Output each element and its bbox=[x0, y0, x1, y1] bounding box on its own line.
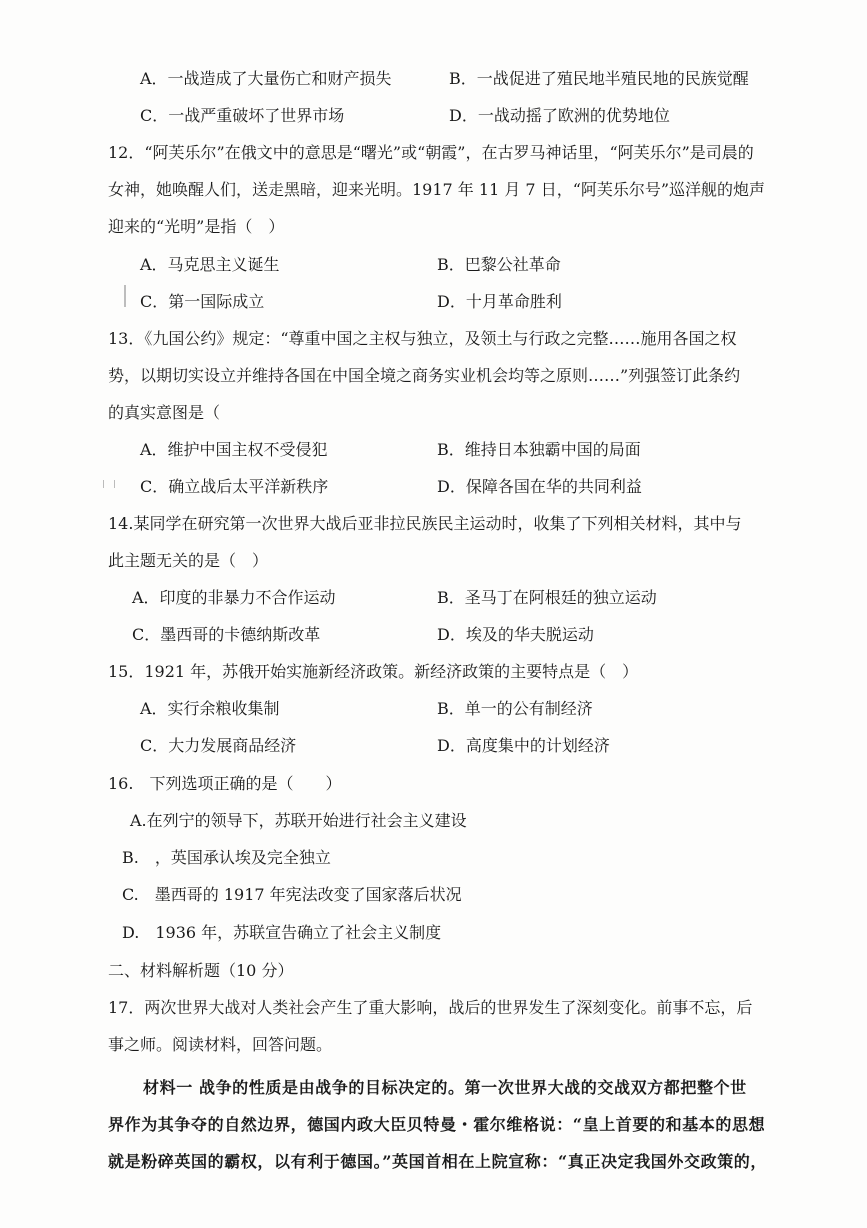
q11-option-b: B．一战促进了殖民地半殖民地的民族觉醒 bbox=[449, 69, 749, 88]
material-1-line-1: 材料一 战争的性质是由战争的目标决定的。第一次世界大战的交战双方都把整个世 bbox=[143, 1078, 747, 1097]
q11-option-c: C．一战严重破坏了世界市场 bbox=[140, 106, 345, 125]
q15-stem: 15．1921 年，苏俄开始实施新经济政策。新经济政策的主要特点是（ ） bbox=[108, 662, 639, 681]
q12-stem-line-1: 12．“阿芙乐尔”在俄文中的意思是“曙光”或“朝霞”，在古罗马神话里，“阿芙乐尔”是司晨的 bbox=[108, 143, 754, 162]
q12-option-d: D．十月革命胜利 bbox=[437, 292, 562, 311]
q17-stem-line-1: 17．两次世界大战对人类社会产生了重大影响，战后的世界发生了深刻变化。前事不忘，后 bbox=[108, 998, 753, 1017]
q14-stem-line-1: 14.某同学在研究第一次世界大战后亚非拉民族民主运动时，收集了下列相关材料，其中与 bbox=[108, 514, 742, 533]
scan-artifact-mark bbox=[103, 480, 115, 488]
q12-option-c: C．第一国际成立 bbox=[140, 292, 265, 311]
q15-option-a: A．实行余粮收集制 bbox=[140, 699, 280, 718]
q14-option-c: C．墨西哥的卡德纳斯改革 bbox=[132, 625, 321, 644]
q15-option-d: D．高度集中的计划经济 bbox=[437, 736, 610, 755]
q16-option-c: C. 墨西哥的 1917 年宪法改变了国家落后状况 bbox=[122, 885, 462, 904]
q14-stem-line-2: 此主题无关的是（ ） bbox=[108, 551, 269, 570]
q11-option-a: A．一战造成了大量伤亡和财产损失 bbox=[140, 69, 392, 88]
q12-stem-line-3: 迎来的“光明”是指（ ） bbox=[108, 217, 285, 236]
q16-option-b: B. ，英国承认埃及完全独立 bbox=[122, 848, 331, 867]
q16-option-a: A.在列宁的领导下，苏联开始进行社会主义建设 bbox=[130, 811, 467, 830]
section-2-title: 二、材料解析题（10 分） bbox=[108, 961, 294, 980]
q13-stem-line-2: 势，以期切实设立并维持各国在中国全境之商务实业机会均等之原则……”列强签订此条约 bbox=[108, 366, 741, 385]
q12-stem-line-2: 女神，她唤醒人们，送走黑暗，迎来光明。1917 年 11 月 7 日，“阿芙乐尔号”巡洋舰的炮声 bbox=[108, 180, 766, 199]
q13-stem-line-3: 的真实意图是（ bbox=[108, 403, 221, 422]
q13-stem-line-1: 13．《九国公约》规定：“尊重中国之主权与独立，及领土与行政之完整……施用各国之权 bbox=[108, 329, 737, 348]
q17-stem-line-2: 事之师。阅读材料，回答问题。 bbox=[108, 1035, 333, 1054]
q14-option-b: B．圣马丁在阿根廷的独立运动 bbox=[437, 588, 657, 607]
q14-option-d: D．埃及的华夫脱运动 bbox=[437, 625, 594, 644]
q15-option-b: B．单一的公有制经济 bbox=[437, 699, 593, 718]
q14-option-a: A．印度的非暴力不合作运动 bbox=[132, 588, 336, 607]
material-1-line-3: 就是粉碎英国的霸权，以有利于德国。”英国首相在上院宣称：“真正决定我国外交政策的， bbox=[108, 1152, 768, 1171]
q13-option-b: B．维持日本独霸中国的局面 bbox=[437, 440, 641, 459]
q12-option-a: A．马克思主义诞生 bbox=[140, 255, 280, 274]
q12-option-b: B．巴黎公社革命 bbox=[437, 255, 561, 274]
q13-option-c: C．确立战后太平洋新秩序 bbox=[140, 477, 329, 496]
q16-stem: 16. 下列选项正确的是（ ） bbox=[108, 774, 342, 793]
q11-option-d: D．一战动摇了欧洲的优势地位 bbox=[449, 106, 670, 125]
q15-option-c: C．大力发展商品经济 bbox=[140, 736, 297, 755]
scan-artifact-mark bbox=[124, 285, 126, 307]
q16-option-d: D. 1936 年，苏联宣告确立了社会主义制度 bbox=[122, 923, 442, 942]
material-1-line-2: 界作为其争夺的自然边界，德国内政大臣贝特曼・霍尔维格说：“皇上首要的和基本的思想 bbox=[108, 1115, 766, 1134]
q13-option-d: D．保障各国在华的共同利益 bbox=[437, 477, 642, 496]
q13-option-a: A．维护中国主权不受侵犯 bbox=[140, 440, 328, 459]
